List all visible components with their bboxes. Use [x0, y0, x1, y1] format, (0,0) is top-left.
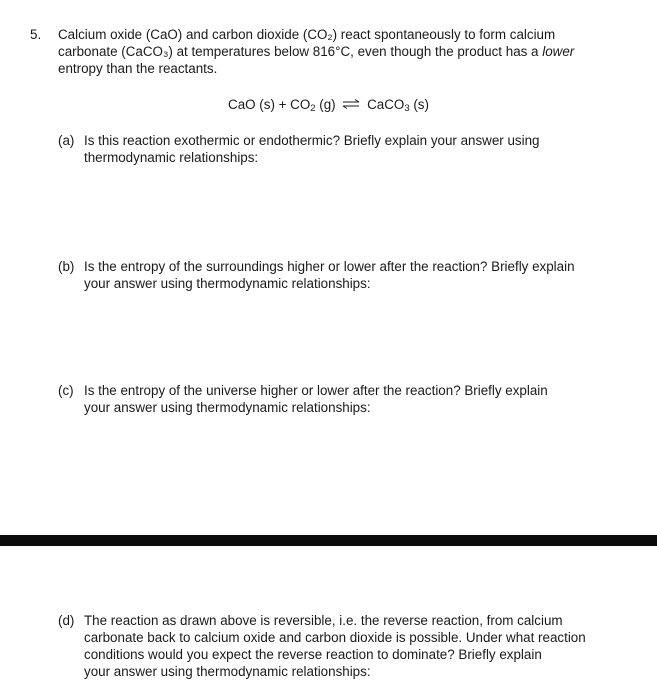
- intro-line-3: entropy than the reactants.: [58, 61, 218, 76]
- part-d-line-3: conditions would you expect the reverse reaction to dominate? Briefly explain: [84, 647, 542, 662]
- part-a-line-1: Is this reaction exothermic or endothermic? Briefly explain your answer using: [84, 133, 540, 148]
- intro-line-2: [58, 43, 618, 60]
- question-number: 5.: [30, 27, 42, 42]
- part-a-text: [84, 132, 614, 166]
- part-b-line-2: your answer using thermodynamic relationships:: [84, 276, 371, 291]
- equation-reactants: CaO (s) + CO: [228, 97, 311, 112]
- intro-line-1: Calcium oxide (CaO) and carbon dioxide (CO₂) react spontaneously to form calcium: [58, 27, 556, 42]
- equation-product-state: (s): [409, 97, 429, 112]
- part-d-line-1: The reaction as drawn above is reversible, i.e. the reverse reaction, from calcium: [84, 613, 563, 628]
- question-intro: [58, 26, 618, 77]
- equilibrium-arrow-icon: [342, 99, 360, 109]
- part-d-line-2: carbonate back to calcium oxide and carbon dioxide is possible. Under what reaction: [84, 630, 586, 645]
- part-b-text: [84, 258, 614, 292]
- part-d-line-4: your answer using thermodynamic relationships:: [84, 664, 371, 679]
- part-c-letter: (c): [58, 383, 74, 398]
- equation-caco3-subscript: 3: [404, 103, 410, 114]
- part-c-line-1: Is the entropy of the universe higher or lower after the reaction? Briefly explain: [84, 383, 548, 398]
- part-b-line-1: Is the entropy of the surroundings higher or lower after the reaction? Briefly explain: [84, 259, 575, 274]
- intro-line-2-text: carbonate (CaCO₃) at temperatures below 816°C, even though the product has a: [58, 44, 539, 59]
- part-d-letter: (d): [58, 613, 75, 628]
- part-c-text: [84, 382, 614, 416]
- equation-product: CaCO: [367, 97, 405, 112]
- part-c-line-2: your answer using thermodynamic relationships:: [84, 400, 371, 415]
- part-b-letter: (b): [58, 259, 75, 274]
- part-d-text: [84, 612, 614, 680]
- equation-co2-subscript: 2: [310, 103, 316, 114]
- part-a-letter: (a): [58, 133, 75, 148]
- part-a-line-2: thermodynamic relationships:: [84, 150, 259, 165]
- page-divider: [0, 535, 657, 546]
- intro-emphasis: lower: [542, 44, 575, 59]
- equation-co2-state: (g): [315, 97, 336, 112]
- chemical-equation: [0, 96, 657, 113]
